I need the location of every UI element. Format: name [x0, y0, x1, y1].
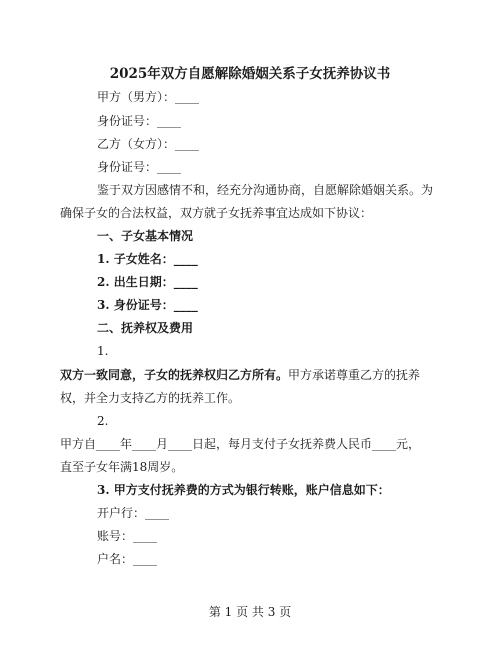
- party-a-line: 甲方（男方）：____: [97, 90, 200, 104]
- document-title: 2025年双方自愿解除婚姻关系子女抚养协议书: [109, 66, 391, 82]
- child-birth-line: 2. 出生日期：____: [97, 275, 198, 289]
- section1-heading: 一、子女基本情况: [97, 229, 194, 243]
- bank-name-line: 开户行：____: [97, 506, 170, 520]
- party-a-id-line: 身份证号：____: [97, 114, 182, 128]
- account-number-line: 账号：____: [97, 529, 158, 543]
- child-id-line: 3. 身份证号：____: [97, 298, 198, 312]
- child-name-line: 1. 子女姓名：____: [97, 252, 198, 266]
- item3-heading: 3. 甲方支付抚养费的方式为银行转账，账户信息如下：: [97, 483, 390, 497]
- page-footer: 第 1 页 共 3 页: [208, 605, 292, 619]
- intro-paragraph-line2: 确保子女的合法权益，双方就子女抚养事宜达成如下协议：: [60, 206, 373, 220]
- item2-line1: 甲方自____年____月____日起，每月支付子女抚养费人民币____元，: [60, 437, 421, 451]
- item1-line1: [60, 368, 420, 382]
- item1-line2: 权，并全力支持乙方的抚养工作。: [60, 391, 241, 405]
- item1-bold-text: 双方一致同意，子女的抚养权归乙方所有。: [60, 368, 289, 382]
- intro-paragraph-line1: 鉴于双方因感情不和，经充分沟通协商，自愿解除婚姻关系。为: [97, 183, 434, 197]
- account-holder-line: 户名：____: [97, 552, 158, 566]
- item2-number: 2.: [97, 414, 109, 428]
- item1-rest-text: 甲方承诺尊重乙方的抚养: [288, 368, 421, 382]
- party-b-line: 乙方（女方）：____: [97, 137, 200, 151]
- item1-number: 1.: [97, 344, 109, 358]
- section2-heading: 二、抚养权及费用: [97, 321, 194, 335]
- item2-line2: 直至子女年满18周岁。: [60, 460, 184, 474]
- party-b-id-line: 身份证号：____: [97, 160, 182, 174]
